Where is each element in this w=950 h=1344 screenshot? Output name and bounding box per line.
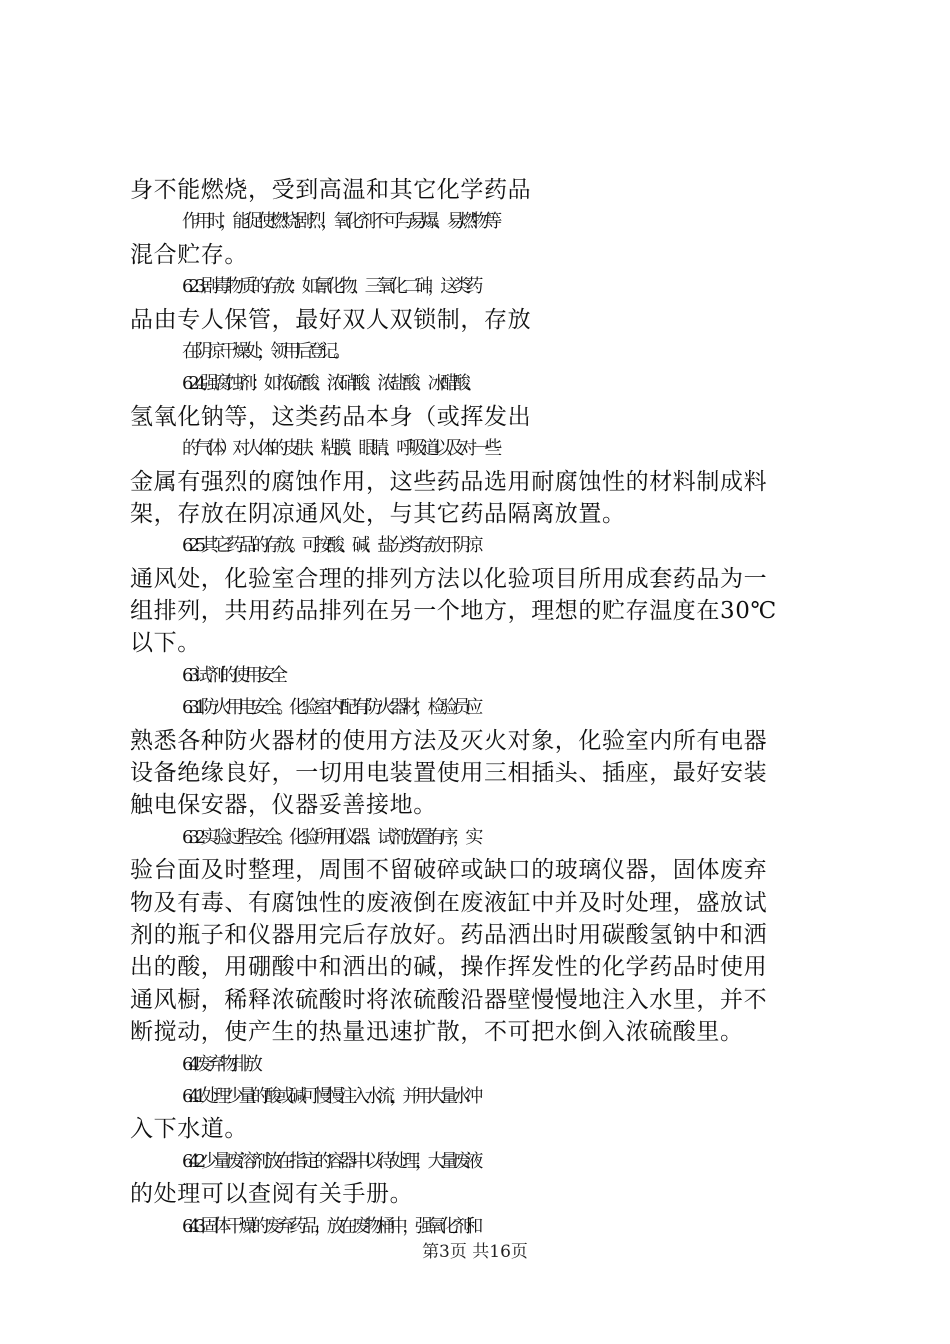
text-line: 断搅动，使产生的热量迅速扩散，不可把水倒入浓硫酸里。 xyxy=(130,1019,744,1046)
text-line: 6.3.2实验过程安全。化验所用仪器、试剂放置有序，实 xyxy=(182,826,478,848)
text-line: 通风处，化验室合理的排列方法以化验项目所用成套药品为一 xyxy=(130,565,768,592)
text-line: 架，存放在阴凉通风处，与其它药品隔离放置。 xyxy=(130,500,626,527)
text-line: 通风橱，稀释浓硫酸时将浓硫酸沿器壁慢慢地注入水里，并不 xyxy=(130,986,768,1013)
text-line: 以下。 xyxy=(130,630,201,657)
text-line: 6.3试剂的使用安全 xyxy=(182,664,283,686)
text-line: 在阴凉干燥处，领用后登记。 xyxy=(182,340,346,362)
text-line: 6.4.1处理少量的酸或碱可慢慢注入水流，并用大量水冲 xyxy=(182,1085,478,1107)
text-line: 设备绝缘良好，一切用电装置使用三相插头、插座，最好安装 xyxy=(130,760,768,787)
text-line: 物及有毒、有腐蚀性的废液倒在废液缸中并及时处理，盛放试 xyxy=(130,889,768,916)
text-line: 身不能燃烧，受到高温和其它化学药品 xyxy=(130,177,532,203)
text-line: 的处理可以查阅有关手册。 xyxy=(130,1181,414,1208)
text-line: 入下水道。 xyxy=(130,1116,248,1143)
text-line: 触电保安器，仪器妥善接地。 xyxy=(130,792,437,819)
text-line: 6.3.1防火用电安全。化验室内配有防火器材，检验员应 xyxy=(182,697,478,719)
text-line: 6.4废弃物排放 xyxy=(182,1053,258,1075)
text-line: 6.2.4强腐蚀剂：如浓硫酸、浓硝酸、浓盐酸、冰醋酸、 xyxy=(182,373,478,395)
page-footer: 第3页 共16页 xyxy=(422,1242,528,1262)
text-line: 出的酸，用硼酸中和洒出的碱，操作挥发性的化学药品时使用 xyxy=(130,954,768,981)
text-line: 组排列，共用药品排列在另一个地方，理想的贮存温度在30℃ xyxy=(130,598,777,625)
text-line: 混合贮存。 xyxy=(130,241,248,268)
text-line: 6.4.2少量废溶剂放在指定的容器中以待处理，大量废液 xyxy=(182,1150,478,1172)
text-line: 作用时，能促使燃烧剧烈，氧化剂不可与易爆、易燃物等 xyxy=(182,211,497,233)
text-line: 熟悉各种防火器材的使用方法及灭火对象，化验室内所有电器 xyxy=(130,727,768,754)
text-line: 6.2.3剧毒物质的存放：如氰化物、三氧化二砷，这类药 xyxy=(182,276,478,298)
text-line: 剂的瓶子和仪器用完后存放好。药品洒出时用碳酸氢钠中和洒 xyxy=(130,921,768,948)
text-line: 的气体）对人体的皮肤、粘膜、眼睛、呼吸道以及对一些 xyxy=(182,438,497,460)
document-body xyxy=(130,174,830,1243)
text-line: 6.2.5其它药品的存放。可按酸、碱、盐分类存放于阴凉 xyxy=(182,535,478,557)
text-line: 氢氧化钠等，这类药品本身（或挥发出 xyxy=(130,403,532,430)
text-line: 验台面及时整理，周围不留破碎或缺口的玻璃仪器，固体废弃 xyxy=(130,857,768,884)
text-line: 6.4.3固体干燥的废弃药品，放在废物桶中，强氧化剂和 xyxy=(182,1215,478,1237)
text-line: 金属有强烈的腐蚀作用，这些药品选用耐腐蚀性的材料制成料 xyxy=(130,468,768,495)
text-line: 品由专人保管，最好双人双锁制，存放 xyxy=(130,306,532,333)
